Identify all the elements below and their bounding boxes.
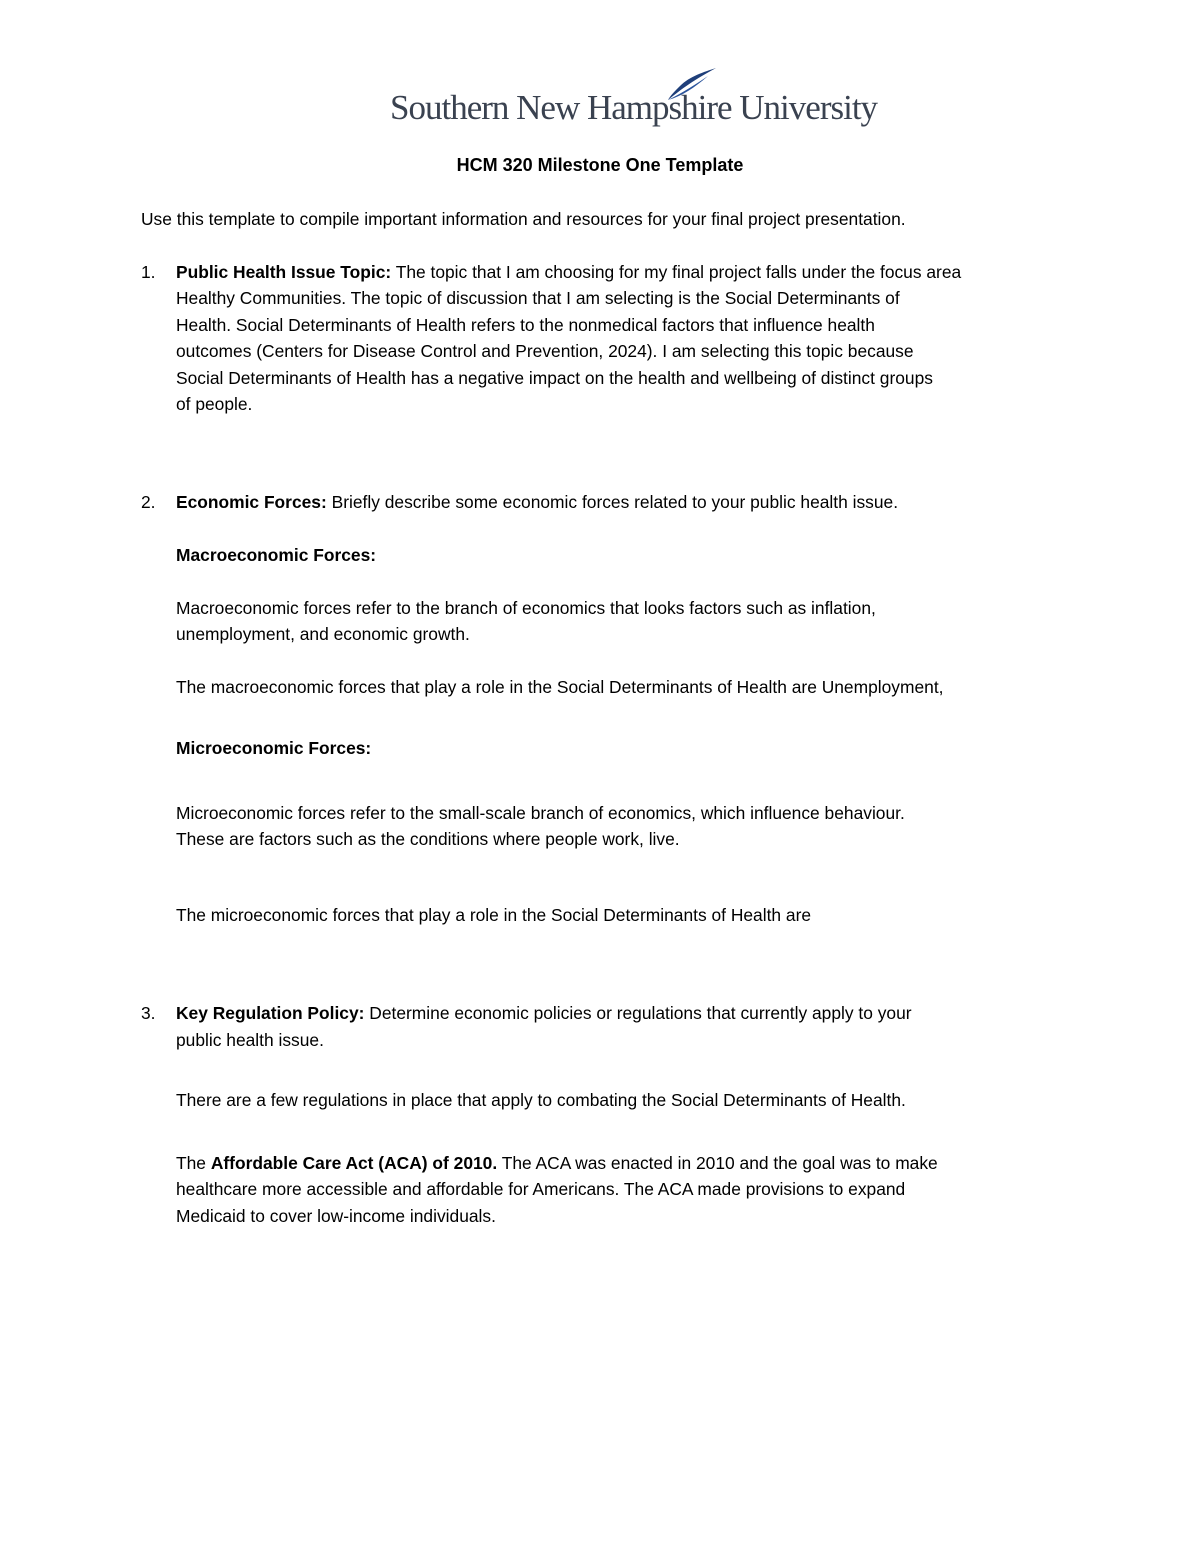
page-title: HCM 320 Milestone One Template [456,155,744,175]
section-2-number: 2. [141,492,156,512]
aca-prefix: The [176,1153,206,1173]
section-3-text: Determine economic policies or regulations that currently apply to your [369,1003,912,1023]
aca-line-3: Medicaid to cover low-income individuals. [176,1206,496,1226]
section-3-number: 3. [141,1003,156,1023]
macro-heading-text: Macroeconomic Forces: [176,545,377,565]
macro-role: The macroeconomic forces that play a role in the Social Determinants of Health are Unemployment, [176,677,944,697]
micro-heading-text: Microeconomic Forces: [176,738,372,758]
university-logo [390,66,878,136]
aca-line-1 [176,1150,938,1176]
section-1-line-2: Healthy Communities. The topic of discussion that I am selecting is the Social Determinants of [176,288,900,308]
aca-line-2: healthcare more accessible and affordable for Americans. The ACA made provisions to expand [176,1179,906,1199]
micro-role: The microeconomic forces that play a role in the Social Determinants of Health are [176,905,812,925]
aca-text: The ACA was enacted in 2010 and the goal was to make [501,1153,938,1173]
macro-heading [176,542,376,568]
section-2-label: Economic Forces: [176,492,327,512]
logo-text: Southern New Hampshire University [390,88,878,127]
section-2-text: Briefly describe some economic forces related to your public health issue. [331,492,899,512]
section-2-line-1 [176,489,898,515]
section-3-line-1 [176,1000,912,1026]
section-3-label: Key Regulation Policy: [176,1003,365,1023]
section-1-text: The topic that I am choosing for my final project falls under the focus area [395,262,962,282]
section-1-line-6: of people. [176,394,253,414]
section-1-number: 1. [141,262,156,282]
aca-label: Affordable Care Act (ACA) of 2010. [210,1153,498,1173]
section-1-line-1 [176,259,961,285]
micro-line-2: These are factors such as the conditions where people work, live. [176,829,680,849]
section-1-line-3: Health. Social Determinants of Health refers to the nonmedical factors that influence health [176,315,875,335]
regulations-text: There are a few regulations in place that apply to combating the Social Determinants of Health. [176,1090,906,1110]
section-1-line-4: outcomes (Centers for Disease Control and Prevention, 2024). I am selecting this topic because [176,341,914,361]
macro-line-1: Macroeconomic forces refer to the branch of economics that looks factors such as inflation, [176,598,876,618]
micro-heading [176,735,371,761]
section-3-line-2: public health issue. [176,1030,324,1050]
intro-text: Use this template to compile important information and resources for your final project presentation. [141,209,906,229]
macro-line-2: unemployment, and economic growth. [176,624,470,644]
section-1-label: Public Health Issue Topic: [176,262,392,282]
micro-line-1: Microeconomic forces refer to the small-scale branch of economics, which influence behaviour. [176,803,905,823]
section-1-line-5: Social Determinants of Health has a negative impact on the health and wellbeing of distinct groups [176,368,933,388]
